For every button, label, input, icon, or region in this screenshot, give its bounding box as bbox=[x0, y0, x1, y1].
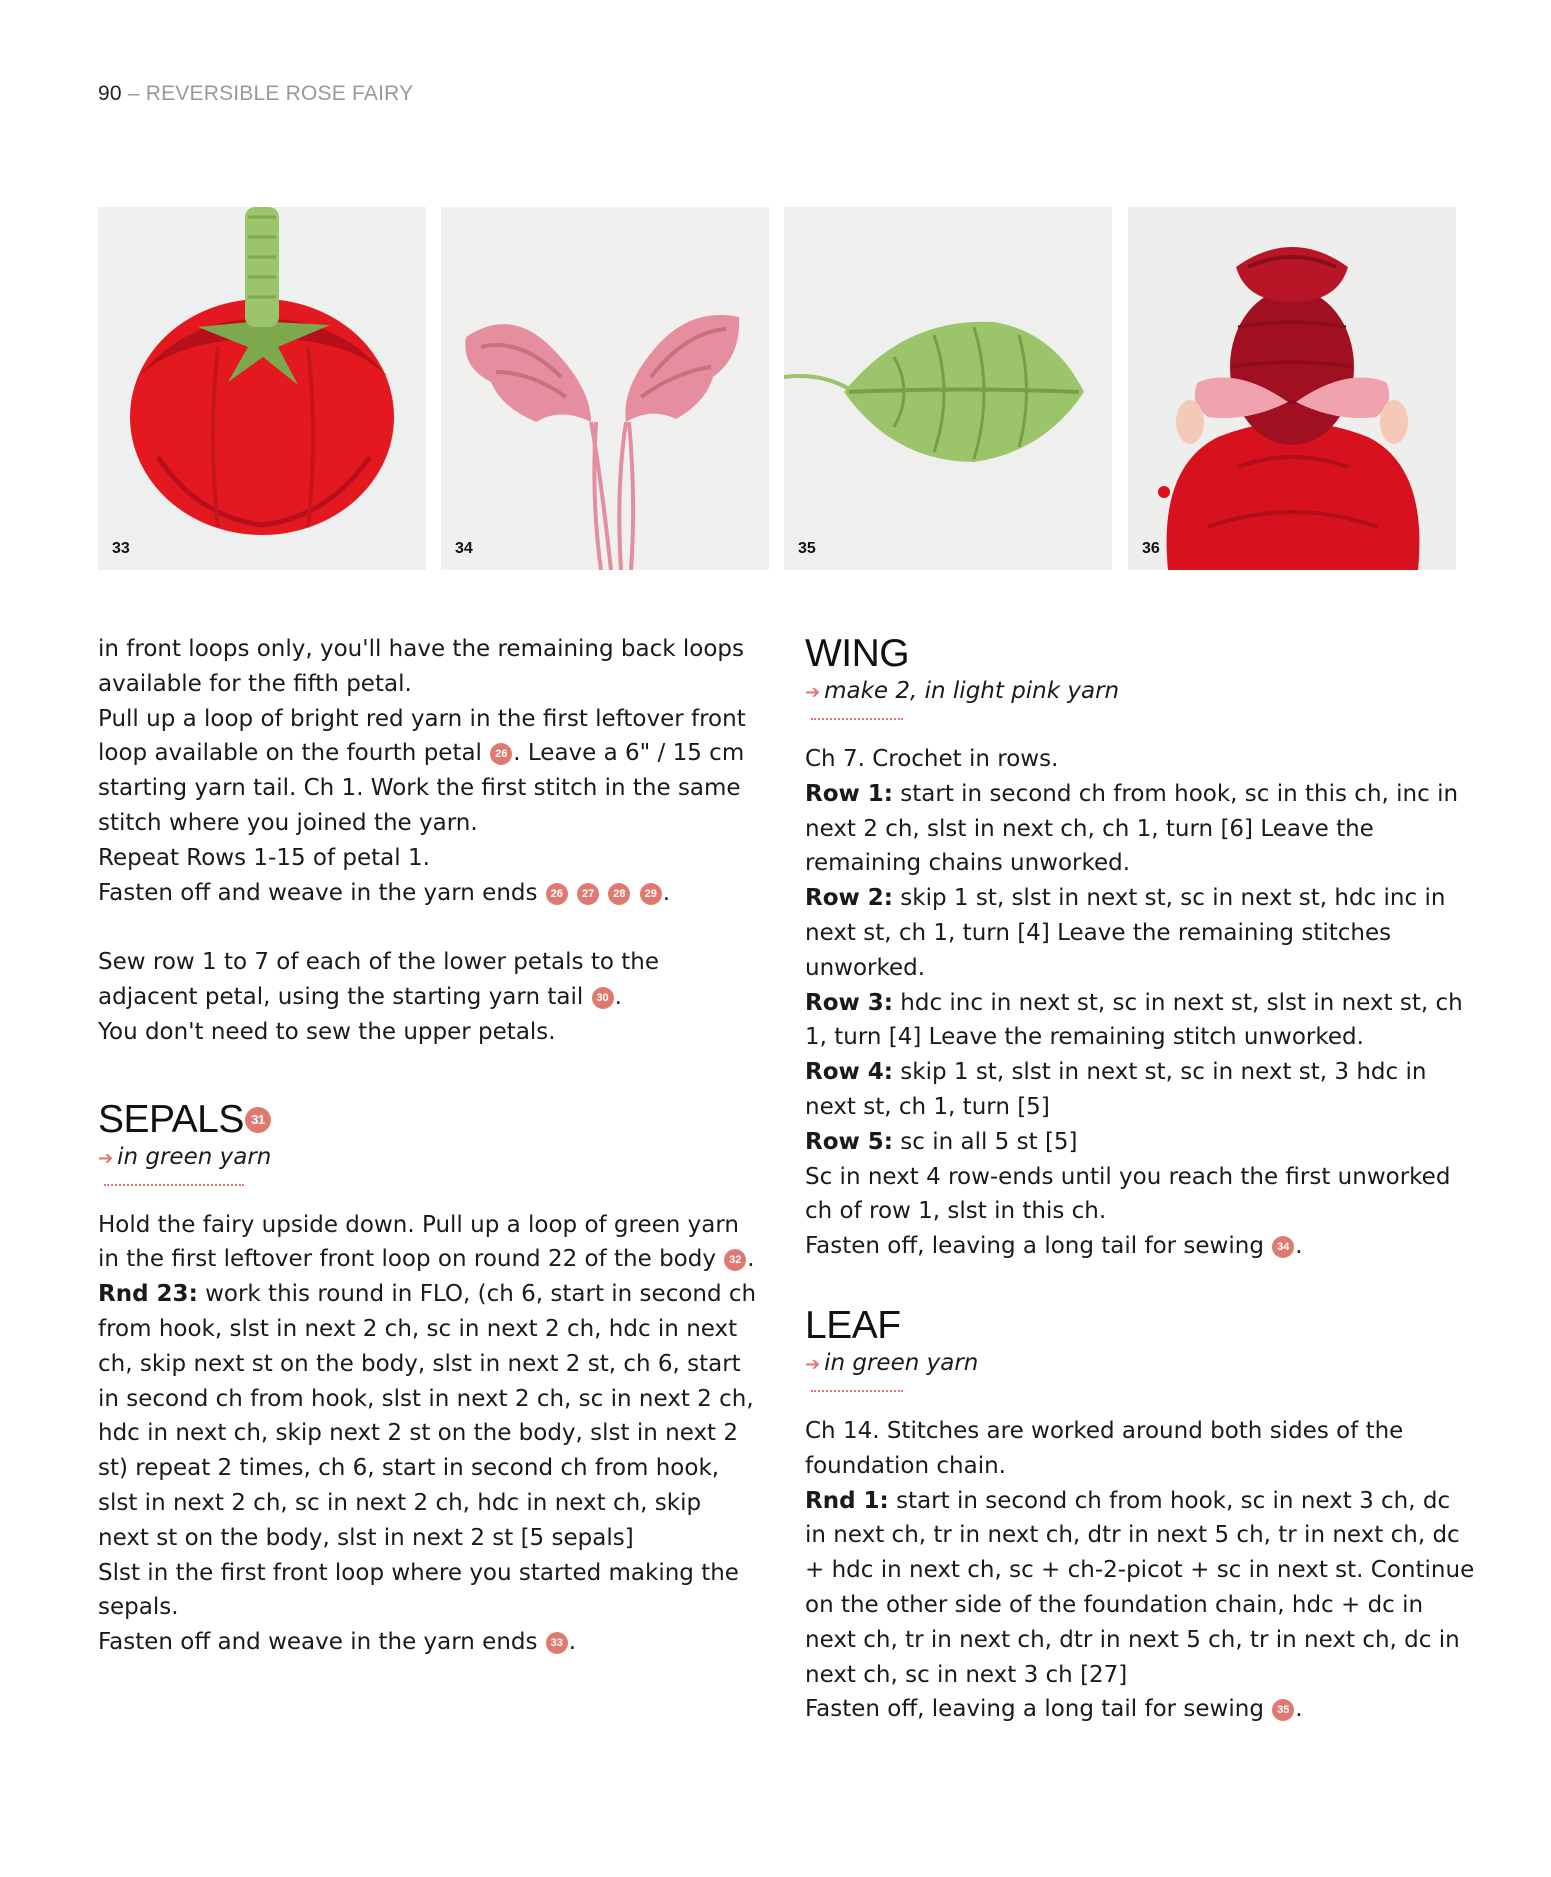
paragraph: Slst in the first front loop where you started making the sepals. bbox=[98, 1559, 739, 1621]
step-badge: 33 bbox=[546, 1632, 568, 1654]
photo-wings bbox=[441, 207, 769, 570]
section-subtitle: ➔ in green yarn bbox=[98, 1143, 272, 1170]
dotted-divider bbox=[811, 718, 903, 720]
step-badge: 28 bbox=[608, 883, 630, 905]
running-head bbox=[98, 82, 413, 106]
paragraph: Ch 14. Stitches are worked around both sides of the foundation chain. bbox=[805, 1417, 1404, 1479]
photo-number: 34 bbox=[455, 540, 473, 557]
arrow-icon: ➔ bbox=[98, 1147, 114, 1169]
chapter-title: REVERSIBLE ROSE FAIRY bbox=[145, 82, 414, 105]
arrow-icon: ➔ bbox=[805, 682, 821, 703]
paragraph: You don't need to sew the upper petals. bbox=[98, 1018, 556, 1045]
paragraph: Sc in next 4 row-ends until you reach the first unworked ch of row 1, slst in this ch. bbox=[805, 1163, 1451, 1225]
step-badge: 32 bbox=[724, 1249, 746, 1271]
step-badge: 31 bbox=[245, 1107, 271, 1133]
paragraph: Rnd 23: work this round in FLO, (ch 6, start in second ch from hook, slst in next 2 ch, sc in next 2 ch, hdc in next ch, skip next st on the body, slst in next 2 st, ch 6, start in second ch from hook, slst in next 2 ch, sc in next 2 ch, hdc in next ch, skip next 2 st on the body, slst in next 2 st) repeat 2 times, ch 6, start in second ch from hook, slst in next 2 ch, sc in next 2 ch, hdc in next ch, skip next st on the body, slst in next 2 st [5 sepals] bbox=[98, 1281, 757, 1551]
paragraph: Sew row 1 to 7 of each of the lower petals to the adjacent petal, using the starting yarn tail 30 . bbox=[98, 949, 659, 1010]
arrow-icon: ➔ bbox=[805, 1353, 821, 1375]
section-title-wing: WING bbox=[805, 632, 910, 675]
photo-fairy-back bbox=[1128, 207, 1456, 570]
photo-rose-bottom bbox=[98, 207, 426, 570]
photo-leaf bbox=[784, 207, 1112, 570]
dotted-divider bbox=[811, 1390, 903, 1392]
paragraph: Row 4: skip 1 st, slst in next st, sc in next st, 3 hdc in next st, ch 1, turn [5] bbox=[805, 1059, 1427, 1120]
photo-strip bbox=[98, 207, 1456, 570]
rose-bottom-image bbox=[98, 207, 426, 570]
paragraph: Row 2: skip 1 st, slst in next st, sc in next st, hdc inc in next st, ch 1, turn [4] Leave the remaining stitches unworked. bbox=[805, 885, 1446, 981]
paragraph: Row 1: start in second ch from hook, sc in this ch, inc in next 2 ch, slst in next ch, ch 1, turn [6] Leave the remaining chains unworked. bbox=[805, 780, 1459, 877]
dotted-divider bbox=[104, 1184, 244, 1186]
step-badge: 35 bbox=[1272, 1699, 1294, 1721]
left-column bbox=[98, 632, 758, 1660]
paragraph: Rnd 1: start in second ch from hook, sc in next 3 ch, dc in next ch, tr in next ch, dtr in next 5 ch, tr in next ch, dc + hdc in next ch, sc + ch-2-picot + sc in next st. Continue on the other side of the foundation chain, hdc + dc in next ch, tr in next ch, dtr in next 5 ch, tr in next ch, dc in next ch, sc in next 3 ch [27] bbox=[805, 1487, 1475, 1688]
step-badge: 26 bbox=[490, 743, 512, 765]
paragraph: Fasten off, leaving a long tail for sewing 35 . bbox=[805, 1696, 1303, 1723]
step-badge: 27 bbox=[577, 883, 599, 905]
paragraph: Pull up a loop of bright red yarn in the first leftover front loop available on the fourth petal 26 . Leave a 6" / 15 cm starting yarn tail. Ch 1. Work the first stitch in the same stitch where you joined the yarn. bbox=[98, 705, 746, 836]
paragraph: Fasten off and weave in the yarn ends 26 27 28 29 . bbox=[98, 879, 671, 906]
section-subtitle: ➔ in green yarn bbox=[805, 1349, 979, 1376]
paragraph: in front loops only, you'll have the remaining back loops available for the fifth petal. bbox=[98, 636, 745, 697]
step-badge: 29 bbox=[640, 883, 662, 905]
wings-image bbox=[441, 207, 769, 570]
paragraph: Repeat Rows 1-15 of petal 1. bbox=[98, 844, 430, 871]
step-badge: 26 bbox=[546, 883, 568, 905]
step-badge: 30 bbox=[592, 987, 614, 1009]
right-column bbox=[805, 632, 1475, 1727]
paragraph: Fasten off, leaving a long tail for sewing 34 . bbox=[805, 1233, 1303, 1260]
paragraph: Fasten off and weave in the yarn ends 33 . bbox=[98, 1629, 577, 1656]
photo-number: 36 bbox=[1142, 540, 1160, 557]
section-subtitle: ➔ make 2, in light pink yarn bbox=[805, 678, 1120, 704]
paragraph: Hold the fairy upside down. Pull up a loop of green yarn in the first leftover front loop on round 22 of the body 32 . bbox=[98, 1211, 755, 1273]
header-separator: – bbox=[121, 82, 146, 105]
leaf-image bbox=[784, 207, 1112, 570]
step-badge: 34 bbox=[1272, 1236, 1294, 1258]
photo-number: 35 bbox=[798, 540, 816, 557]
section-title-leaf: LEAF bbox=[805, 1303, 901, 1347]
paragraph: Ch 7. Crochet in rows. bbox=[805, 746, 1059, 772]
paragraph: Row 3: hdc inc in next st, sc in next st, slst in next st, ch 1, turn [4] Leave the remaining stitch unworked. bbox=[805, 989, 1463, 1051]
paragraph: Row 5: sc in all 5 st [5] bbox=[805, 1128, 1078, 1155]
photo-number: 33 bbox=[112, 540, 130, 557]
section-title-sepals: SEPALS 31 bbox=[98, 1098, 758, 1142]
page-number: 90 bbox=[98, 82, 122, 105]
fairy-back-image bbox=[1128, 207, 1456, 570]
